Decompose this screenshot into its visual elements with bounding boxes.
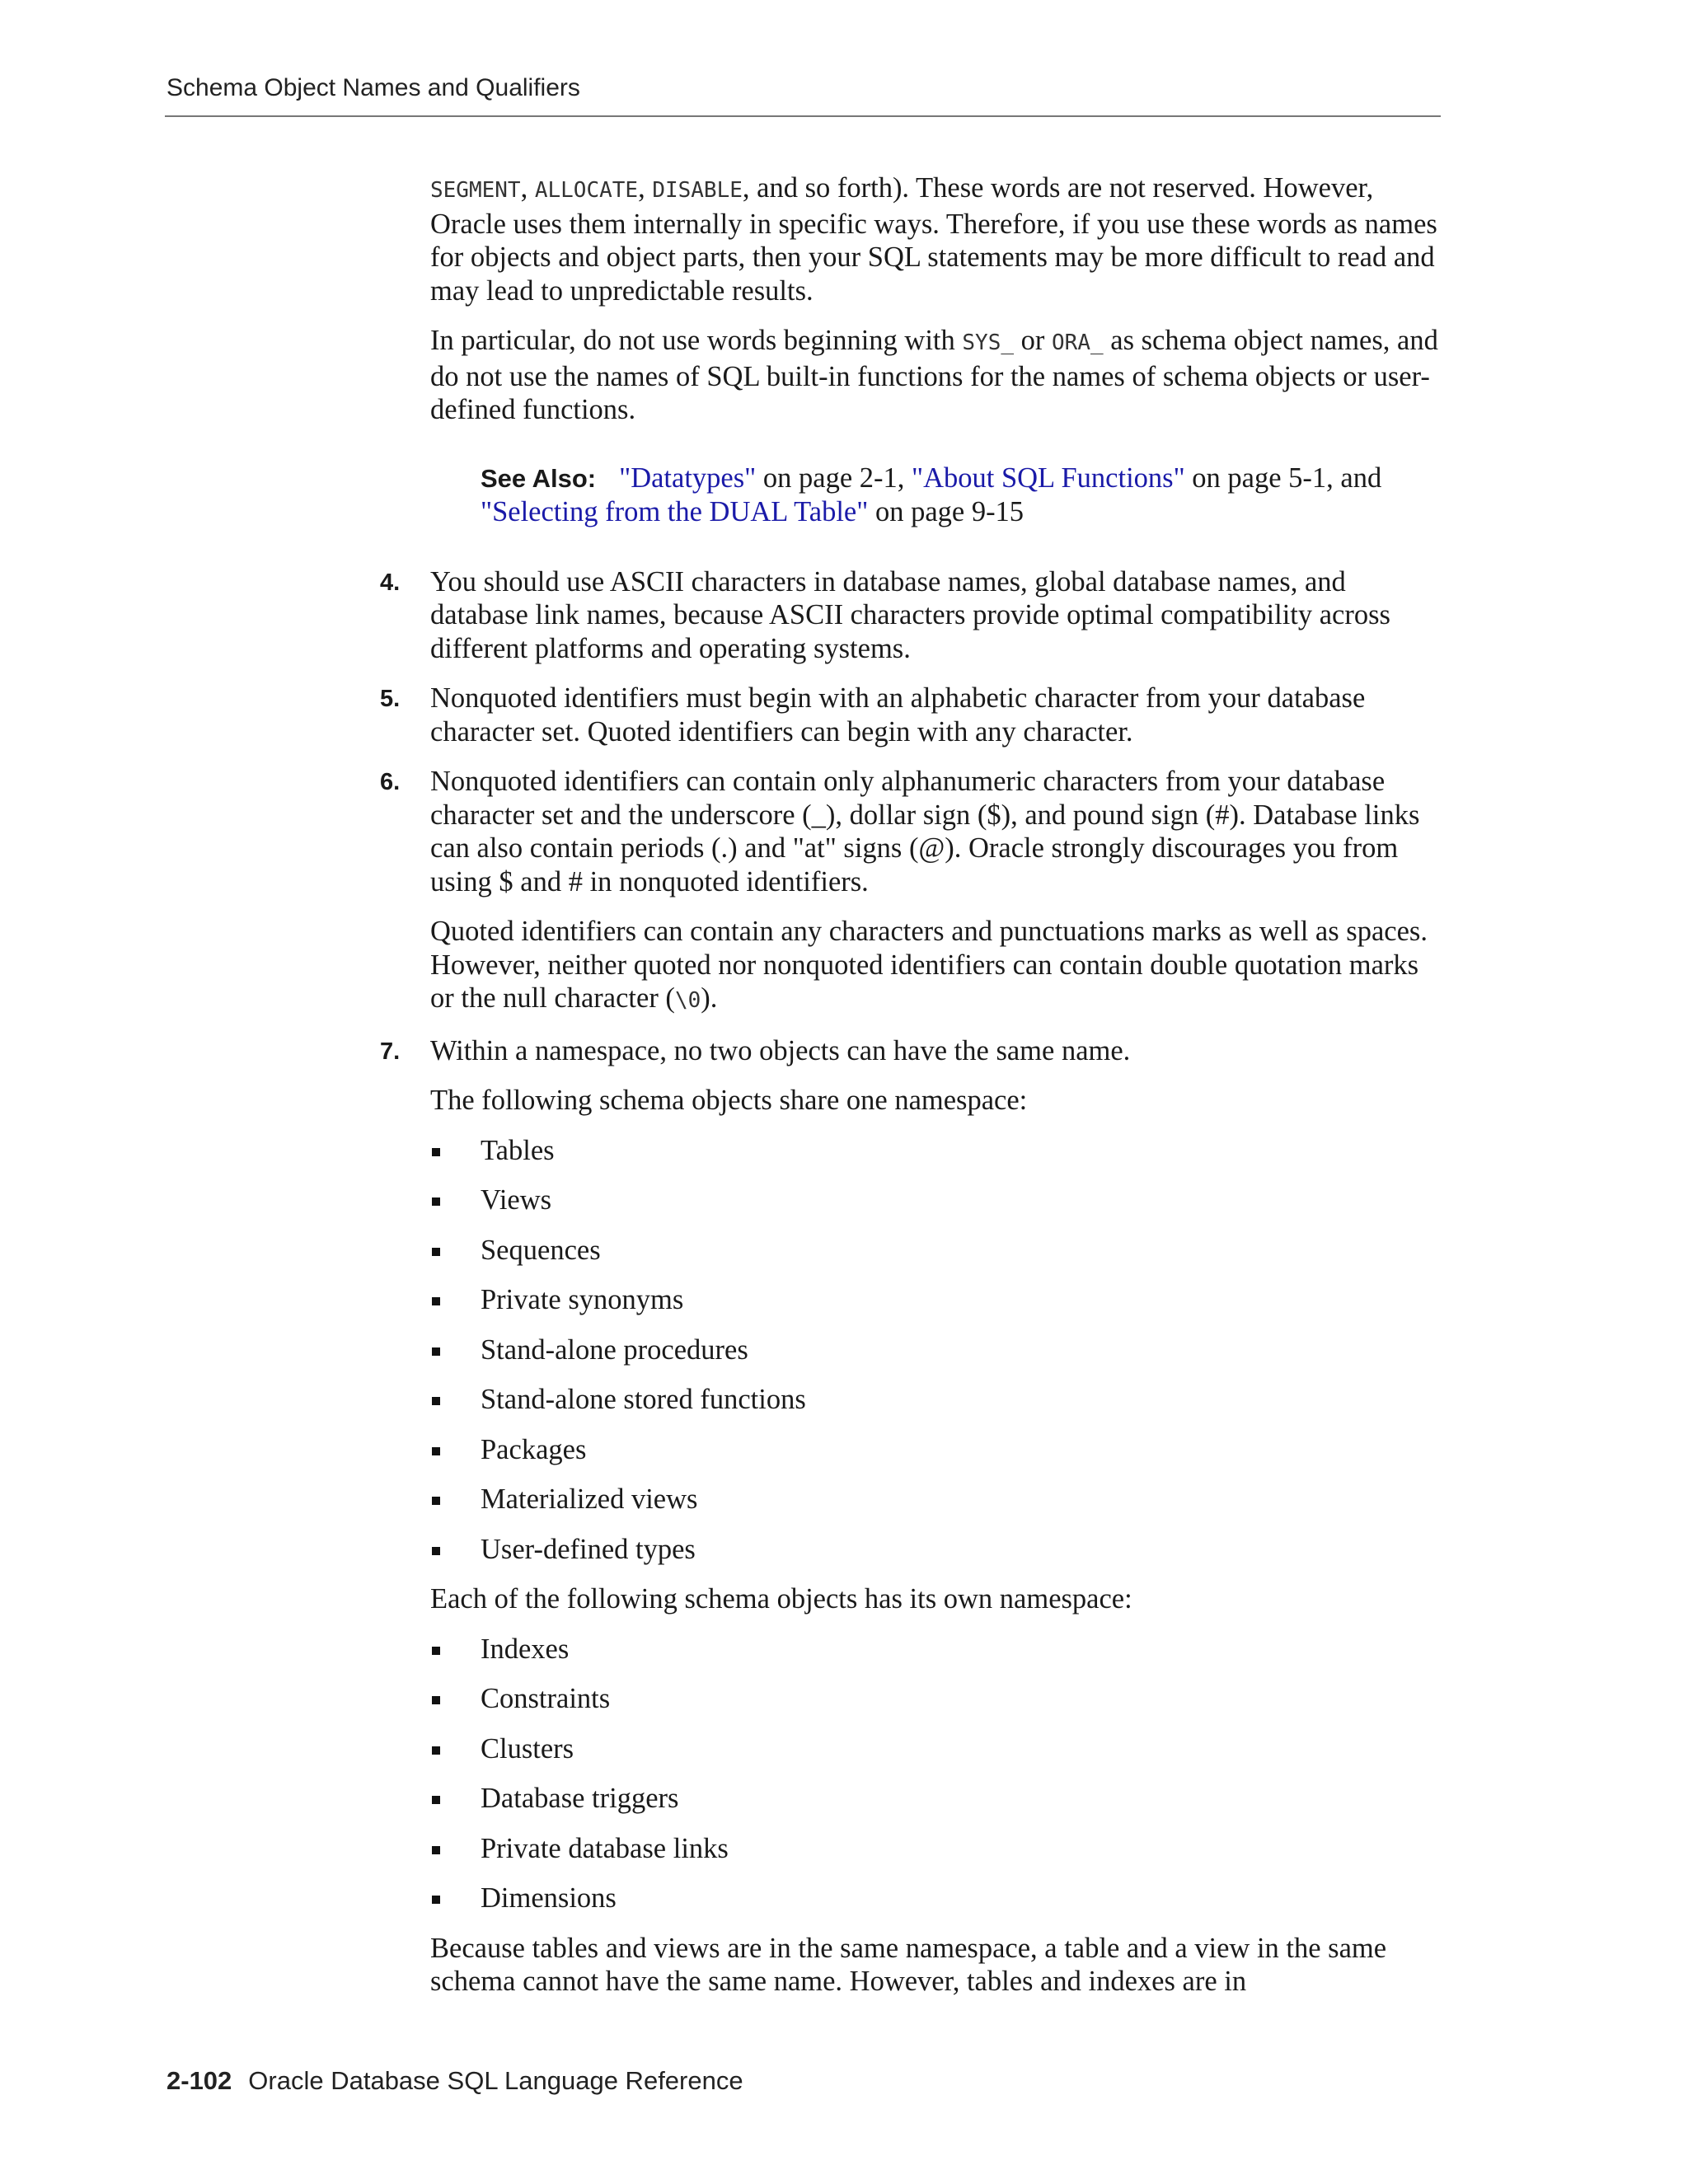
- bullet-icon: [432, 1197, 440, 1206]
- link-datatypes[interactable]: "Datatypes": [619, 462, 757, 494]
- list-item: [430, 1782, 1444, 1816]
- item-number: 6.: [380, 769, 401, 795]
- rule-item-4: [380, 565, 1444, 666]
- particular-text-1: In particular, do not use words beginning with: [430, 325, 963, 356]
- list-item: [430, 1682, 1444, 1716]
- keyword-disable: DISABLE: [652, 178, 743, 203]
- link-about-sql-functions[interactable]: "About SQL Functions": [912, 462, 1185, 494]
- bullet-icon: [432, 1347, 440, 1356]
- intro-text: , and so forth). These words are not reserved. However, Oracle uses them internally in specific ways. Therefore, if you use these words as names for objects and object parts, then your SQL statements may be more difficult to read and may lead to unpredictable results.: [430, 172, 1437, 307]
- body-text: [380, 171, 1444, 2015]
- item-text: You should use ASCII characters in database names, global database names, and database link names, because ASCII characters provide optimal compatibility across different platforms and operating systems.: [430, 565, 1390, 664]
- item-number: 7.: [380, 1038, 401, 1065]
- separator: ,: [520, 172, 535, 204]
- item-text: Nonquoted identifiers can contain only alphanumeric characters from your database character set and the underscore (_), dollar sign ($), and pound sign (#). Database links can also contain periods (.) and "at" signs (@). Oracle strongly discourages you from using $ and # in nonquoted identifiers.: [430, 766, 1420, 898]
- own-namespace-list: [430, 1633, 1444, 1915]
- list-item: [430, 1483, 1444, 1516]
- list-item: [430, 1732, 1444, 1766]
- list-item-text: Packages: [481, 1433, 587, 1465]
- list-item-text: Private synonyms: [481, 1284, 684, 1315]
- link-selecting-from-dual[interactable]: "Selecting from the DUAL Table": [481, 496, 869, 527]
- quoted-text-1: Quoted identifiers can contain any characters and punctuations marks as well as spaces. However, neither quoted nor nonquoted identifiers can contain double quotation marks or the null character (: [430, 916, 1428, 1014]
- shared-namespace-intro: The following schema objects share one namespace:: [430, 1085, 1028, 1116]
- list-item-text: Clusters: [481, 1732, 574, 1765]
- list-item: [430, 1533, 1444, 1567]
- list-item-text: Database triggers: [481, 1783, 679, 1814]
- particular-text-3: as schema object names, and do not use the names of SQL built-in functions for the names of schema objects or user-defined functions.: [430, 325, 1438, 425]
- page-number: 2-102: [166, 2066, 232, 2095]
- separator: ,: [638, 172, 653, 204]
- prefix-sys: SYS_: [962, 330, 1015, 355]
- see-also-text-1: on page 2-1,: [756, 462, 912, 494]
- list-item: [430, 1383, 1444, 1417]
- prefix-ora: ORA_: [1052, 330, 1104, 355]
- list-item-text: Indexes: [481, 1633, 570, 1665]
- rule-item-5: [380, 682, 1444, 748]
- quoted-identifiers-paragraph: [430, 915, 1444, 1018]
- list-item: [430, 1633, 1444, 1666]
- bullet-icon: [432, 1447, 440, 1455]
- bullet-icon: [432, 1148, 440, 1156]
- list-item: [430, 1433, 1444, 1467]
- keyword-segment: SEGMENT: [430, 178, 521, 203]
- bullet-icon: [432, 1397, 440, 1405]
- bullet-icon: [432, 1696, 440, 1704]
- bullet-icon: [432, 1846, 440, 1854]
- list-item: [430, 1234, 1444, 1268]
- quoted-text-2: ).: [701, 982, 718, 1014]
- list-item-text: Stand-alone procedures: [481, 1333, 748, 1366]
- bullet-icon: [432, 1896, 440, 1904]
- item-text: Nonquoted identifiers must begin with an alphabetic character from your database character set. Quoted identifiers can begin with any character.: [430, 682, 1366, 748]
- list-item-text: Stand-alone stored functions: [481, 1384, 806, 1415]
- list-item-text: Dimensions: [481, 1882, 617, 1914]
- keyword-allocate: ALLOCATE: [534, 178, 639, 203]
- bullet-icon: [432, 1497, 440, 1505]
- particular-text-2: or: [1014, 325, 1053, 356]
- bullet-icon: [432, 1746, 440, 1755]
- list-item-text: Constraints: [481, 1683, 611, 1714]
- item-number: 4.: [380, 569, 401, 596]
- list-item-text: User-defined types: [481, 1533, 696, 1565]
- bullet-icon: [432, 1796, 440, 1804]
- list-item-text: Private database links: [481, 1832, 729, 1864]
- bullet-icon: [432, 1547, 440, 1555]
- list-item-text: Views: [481, 1184, 552, 1216]
- bullet-icon: [432, 1297, 440, 1305]
- see-also-text-3: on page 9-15: [868, 496, 1025, 527]
- list-item-text: Tables: [481, 1134, 555, 1166]
- intro-paragraph: [430, 171, 1444, 307]
- page-footer: [166, 2066, 743, 2096]
- header-rule: [165, 115, 1441, 117]
- rule-item-6: [380, 765, 1444, 898]
- particular-paragraph: [430, 324, 1444, 427]
- list-item-text: Materialized views: [481, 1483, 698, 1515]
- running-header: Schema Object Names and Qualifiers: [166, 74, 580, 101]
- list-item-text: Sequences: [481, 1234, 601, 1266]
- list-item: [430, 1183, 1444, 1217]
- closing-paragraph: Because tables and views are in the same namespace, a table and a view in the same schema cannot have the same name. However, tables and indexes are in: [430, 1932, 1387, 1997]
- null-character-code: \0: [674, 988, 701, 1013]
- see-also-text-2: on page 5-1, and: [1184, 462, 1382, 494]
- list-item: [430, 1882, 1444, 1915]
- see-also-note: [481, 462, 1444, 529]
- item-number: 5.: [380, 686, 401, 712]
- bullet-icon: [432, 1248, 440, 1256]
- list-item: [430, 1283, 1444, 1317]
- list-item: [430, 1134, 1444, 1168]
- own-namespace-intro: Each of the following schema objects has its own namespace:: [430, 1583, 1132, 1615]
- item-text: Within a namespace, no two objects can have the same name.: [430, 1034, 1131, 1066]
- shared-namespace-list: [430, 1134, 1444, 1567]
- bullet-icon: [432, 1647, 440, 1655]
- list-item: [430, 1832, 1444, 1866]
- book-title: Oracle Database SQL Language Reference: [248, 2066, 743, 2095]
- see-also-label: See Also:: [481, 463, 597, 493]
- rule-item-7: [380, 1034, 1444, 1068]
- list-item: [430, 1333, 1444, 1367]
